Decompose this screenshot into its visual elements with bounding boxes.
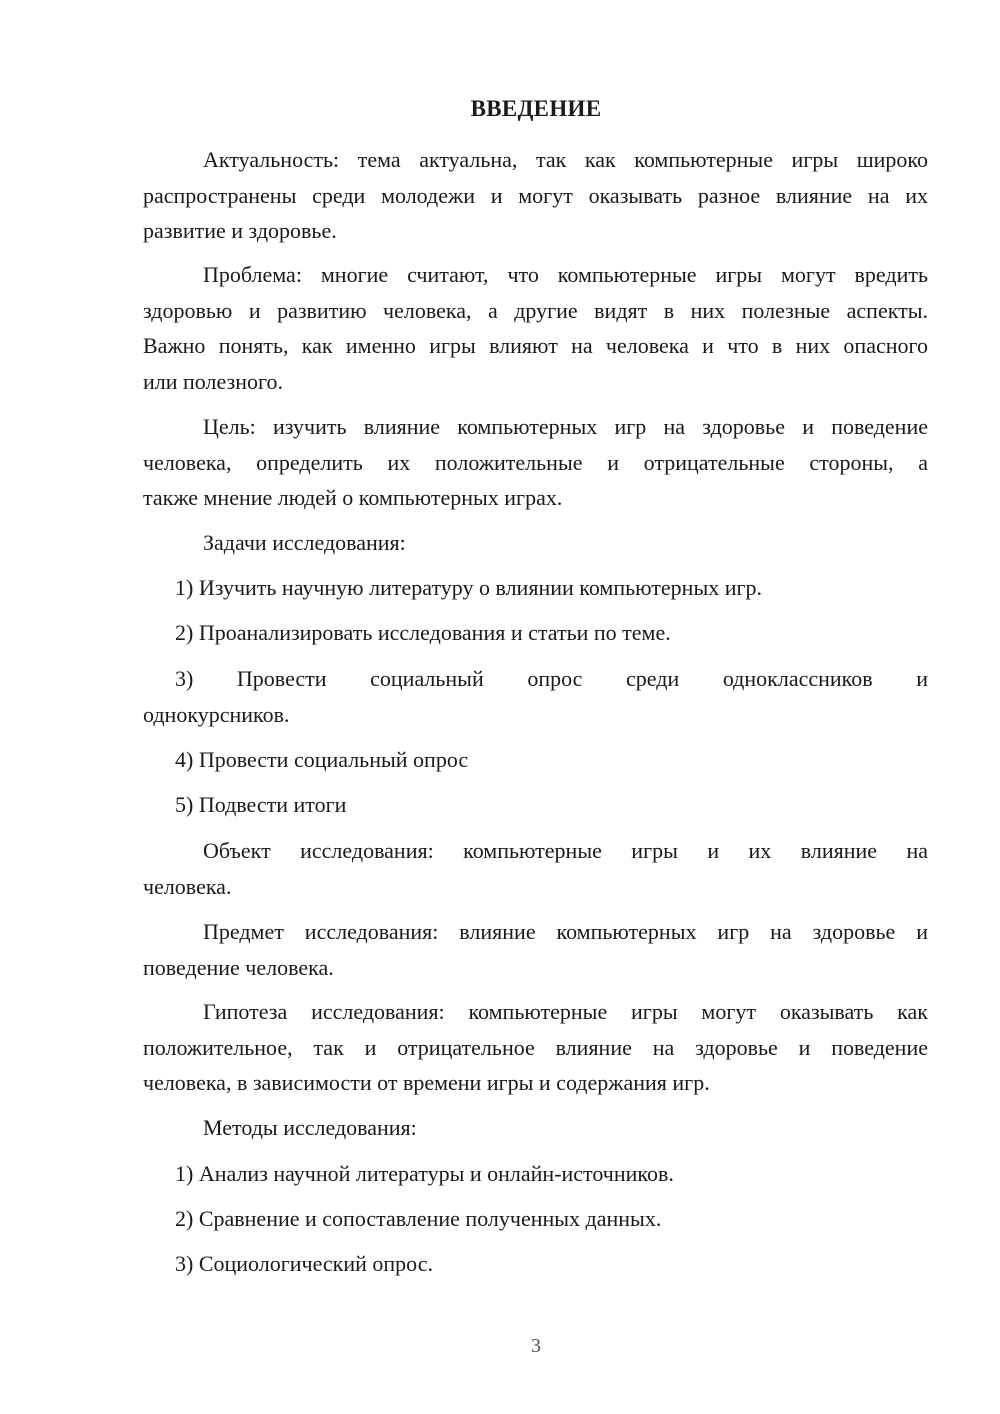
subject-line-1: Предмет исследования: влияние компьютерных игр на здоровье и xyxy=(203,919,928,944)
problem-line-1: Проблема: многие считают, что компьютерные игры могут вредить xyxy=(203,262,928,287)
relevance-paragraph xyxy=(143,142,928,249)
task-item-3 xyxy=(143,661,928,732)
method-item-3-text: 3) Социологический опрос. xyxy=(175,1251,433,1276)
hypothesis-paragraph xyxy=(143,994,928,1101)
task-item-2-text: 2) Проанализировать исследования и статьи по теме. xyxy=(175,620,671,645)
hypothesis-line-2: положительное, так и отрицательное влияние на здоровье и поведение xyxy=(143,1034,928,1060)
hypothesis-line-3: человека, в зависимости от времени игры и содержания игр. xyxy=(143,1070,710,1095)
goal-line-2: человека, определить их положительные и отрицательные стороны, а xyxy=(143,449,928,475)
problem-line-2: здоровью и развитию человека, а другие видят в них полезные аспекты. xyxy=(143,297,928,323)
tasks-heading xyxy=(143,525,928,561)
task-item-5 xyxy=(143,787,928,823)
methods-heading xyxy=(143,1110,928,1146)
method-item-2 xyxy=(143,1201,928,1237)
methods-heading-text: Методы исследования: xyxy=(203,1115,417,1140)
tasks-heading-text: Задачи исследования: xyxy=(203,530,406,555)
problem-line-4: или полезного. xyxy=(143,368,283,394)
task-item-4-text: 4) Провести социальный опрос xyxy=(175,747,469,772)
problem-paragraph xyxy=(143,257,928,399)
problem-line-3: Важно понять, как именно игры влияют на человека и что в них опасного xyxy=(143,333,928,358)
hypothesis-line-1: Гипотеза исследования: компьютерные игры могут оказывать как xyxy=(203,999,928,1024)
task-item-5-text: 5) Подвести итоги xyxy=(175,792,347,817)
relevance-line-1: Актуальность: тема актуальна, так как компьютерные игры широко xyxy=(203,147,928,172)
object-paragraph xyxy=(143,833,928,904)
goal-line-3: также мнение людей о компьютерных играх. xyxy=(143,485,563,510)
object-line-2: человека. xyxy=(143,873,232,899)
task-item-2 xyxy=(143,615,928,651)
task-item-3-line-1: 3) Провести социальный опрос среди одноклассников и xyxy=(175,666,928,691)
method-item-1-text: 1) Анализ научной литературы и онлайн-источников. xyxy=(175,1161,674,1186)
object-line-1: Объект исследования: компьютерные игры и их влияние на xyxy=(203,838,928,863)
task-item-1 xyxy=(143,570,928,606)
subject-paragraph xyxy=(143,914,928,985)
task-item-1-text: 1) Изучить научную литературу о влиянии компьютерных игр. xyxy=(175,575,763,600)
subject-line-2: поведение человека. xyxy=(143,954,334,980)
page-title: ВВЕДЕНИЕ xyxy=(470,96,602,121)
task-item-3-line-2: однокурсников. xyxy=(143,701,290,727)
method-item-3 xyxy=(143,1246,928,1282)
method-item-2-text: 2) Сравнение и сопоставление полученных данных. xyxy=(175,1206,662,1231)
goal-paragraph xyxy=(143,409,928,516)
method-item-1 xyxy=(143,1156,928,1192)
relevance-line-2: распространены среди молодежи и могут оказывать разное влияние на их xyxy=(143,182,928,208)
relevance-line-3: развитие и здоровье. xyxy=(143,218,337,243)
task-item-4 xyxy=(143,742,928,778)
goal-line-1: Цель: изучить влияние компьютерных игр на здоровье и поведение xyxy=(203,414,928,439)
page-number: 3 xyxy=(531,1335,541,1357)
